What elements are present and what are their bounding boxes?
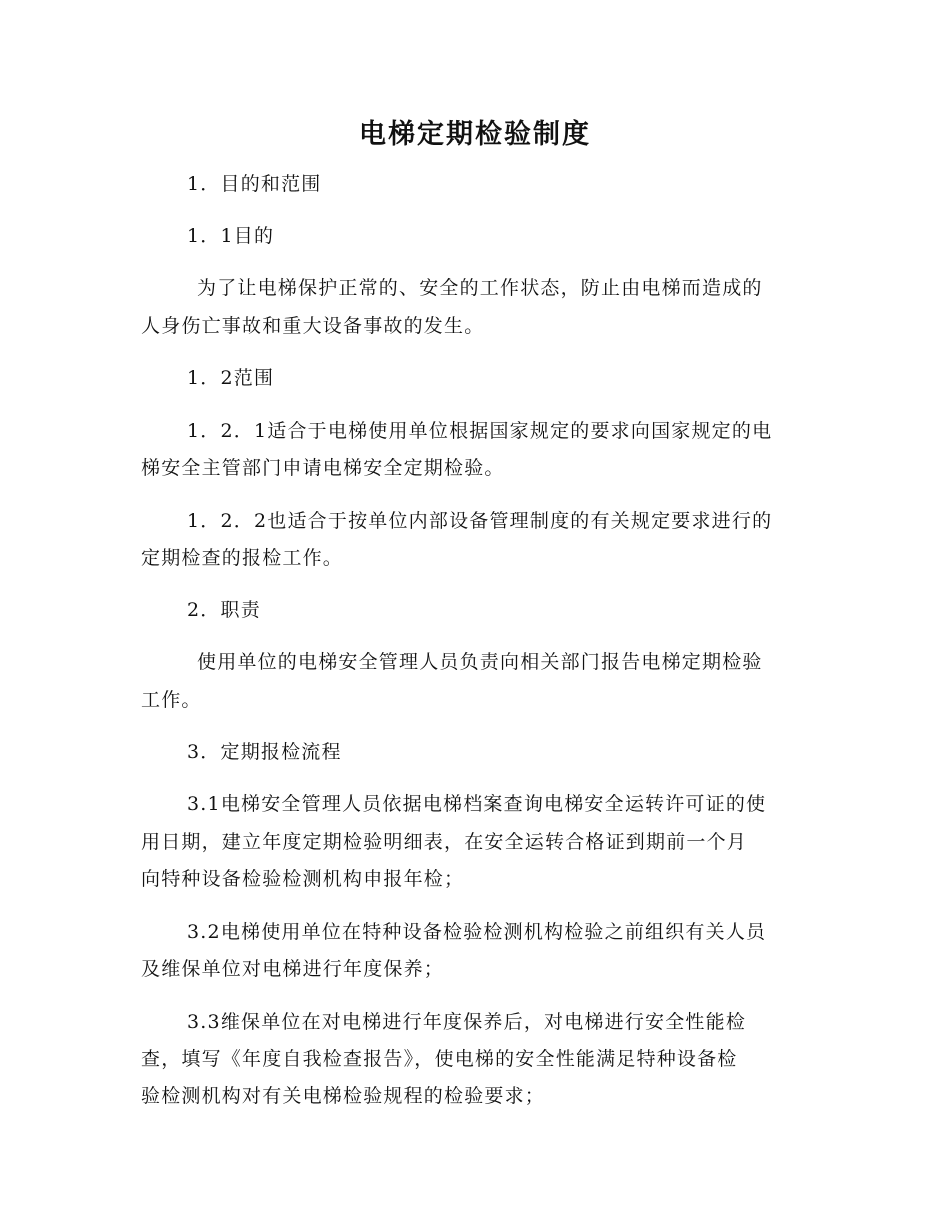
heading-1-2: 1．2范围 [187, 367, 275, 389]
paragraph-line: 为了让电梯保护正常的、安全的工作状态，防止由电梯而造成的 [197, 277, 763, 299]
paragraph-line: 1．2．1适合于电梯使用单位根据国家规定的要求向国家规定的电 [187, 420, 773, 442]
heading-3: 3．定期报检流程 [187, 741, 342, 763]
paragraph-line: 人身伤亡事故和重大设备事故的发生。 [141, 315, 485, 337]
paragraph-line: 3.1电梯安全管理人员依据电梯档案查询电梯安全运转许可证的使 [187, 793, 767, 815]
heading-1-1: 1．1目的 [187, 225, 275, 247]
paragraph-line: 向特种设备检验检测机构申报年检； [141, 868, 465, 890]
paragraph-line: 查，填写《年度自我检查报告》，使电梯的安全性能满足特种设备检 [141, 1048, 738, 1070]
paragraph-line: 及维保单位对电梯进行年度保养； [141, 958, 445, 980]
document-title: 电梯定期检验制度 [359, 119, 591, 150]
paragraph-line: 3.3维保单位在对电梯进行年度保养后，对电梯进行安全性能检 [187, 1011, 747, 1033]
paragraph-line: 验检测机构对有关电梯检验规程的检验要求； [141, 1085, 546, 1107]
paragraph-line: 1．2．2也适合于按单位内部设备管理制度的有关规定要求进行的 [187, 510, 773, 532]
paragraph-line: 梯安全主管部门申请电梯安全定期检验。 [141, 457, 505, 479]
paragraph-line: 3.2电梯使用单位在特种设备检验检测机构检验之前组织有关人员 [187, 921, 767, 943]
heading-2: 2．职责 [187, 599, 261, 621]
paragraph-line: 定期检查的报检工作。 [141, 547, 344, 569]
paragraph-line: 使用单位的电梯安全管理人员负责向相关部门报告电梯定期检验 [197, 651, 763, 673]
paragraph-line: 工作。 [141, 689, 202, 711]
paragraph-line: 用日期，建立年度定期检验明细表，在安全运转合格证到期前一个月 [141, 831, 748, 853]
heading-1: 1．目的和范围 [187, 173, 322, 195]
